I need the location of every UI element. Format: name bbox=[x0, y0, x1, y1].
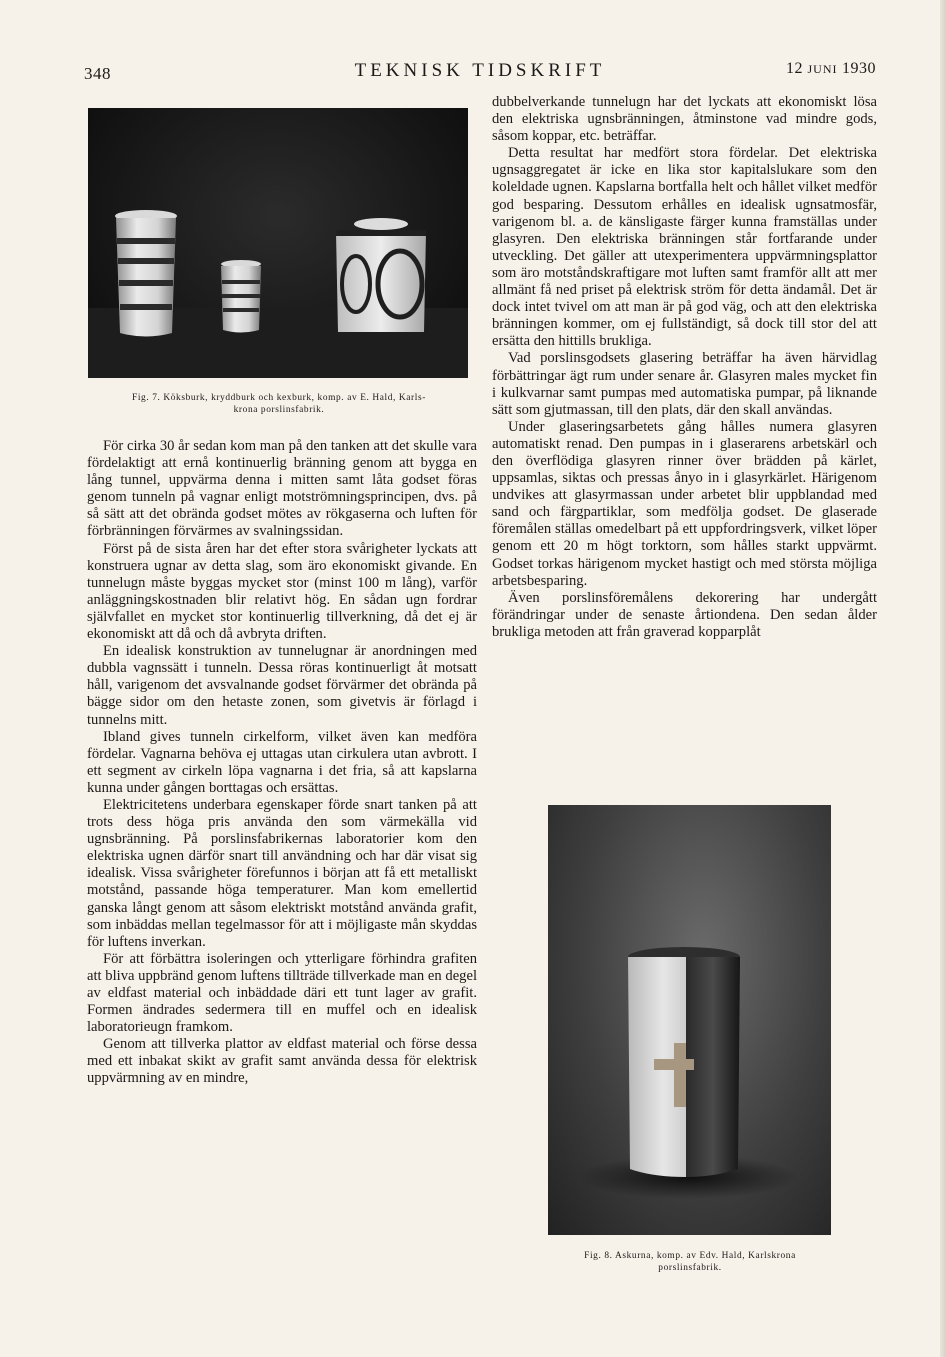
issue-year: 1930 bbox=[842, 60, 876, 77]
paragraph: Även porslinsföremålens dekorering har undergått förändringar under de senaste årtiondena. Den sedan ålder brukliga metoden att från graverad kopparplåt bbox=[492, 589, 877, 640]
figure-7-caption bbox=[88, 392, 470, 416]
paragraph: En idealisk konstruktion av tunnelugnar är anordningen med dubbla vagnssätt i tunneln. Dessa röras kontinuerligt åt motsatt håll, varigenom det avsvalnande godset förvärmer det obrända på bägge sidor om den hetaste zonen, som givetvis är förlagd i tunnelns mitt. bbox=[87, 643, 477, 728]
left-text-column bbox=[87, 438, 477, 1088]
paragraph: Detta resultat har medfört stora fördelar. Det elektriska ugnsaggregatet är icke en lika stor kapitalslukare som den koleldade ugnen. Kapslarna bortfalla helt och hållet vilket medför god besparing. Dessutom erhålles en idealisk ugnsatmosfär, varigenom bl. a. de känsligaste färger kunna framställas under glasyren. Den elektriska bränningen står fortfarande under utveckling. Det gäller att utexperimentera uppvärmningsplattor som äro motståndskraftigare mot luften samt framför allt att mer allmänt få ned priset på elektrisk ström för detta ändamål. Det är dock intet tvivel om att man är på god väg, och att den elektriska bränningen kommer, om ej fullständigt, så dock till stor del att ersätta den hittills brukliga. bbox=[492, 145, 877, 350]
figure-7-caption-line-2: krona porslinsfabrik. bbox=[233, 405, 325, 415]
journal-title: TEKNISK TIDSKRIFT bbox=[354, 60, 606, 81]
paragraph: Ibland gives tunneln cirkelform, vilket även kan medföra fördelar. Vagnarna behöva ej uttagas utan cirkulera utan avbrott. I ett segment av cirkeln löpa vagnarna i det fria, så att kapslarna kunna under gången borttagas och ersättas. bbox=[87, 728, 477, 796]
paragraph: Först på de sista åren har det efter stora svårigheter lyckats att konstruera ugnar av detta slag, som äro ekonomiskt givande. En tunnelugn måste byggas mycket stor (minst 100 m lång), varför anläggningskostnaden blir relativt hög. En sådan ugn fordrar självfallet en mycket stor kontinuerlig tillverkning, då det ej är ekonomiskt att då och då avbryta driften. bbox=[87, 540, 477, 643]
paragraph: Under glaseringsarbetets gång hålles numera glasyren automatiskt renad. Den pumpas in i glaserarens arbetskärl och den överflödiga glasyren rinner över brädden på kärlet, uppsamlas, siktas och pressas ånyo in i glasyrkärlet. Härigenom undvikes att glasyrmassan under arbetet blir uppblandad med sand och färgpartiklar, som medfölja godset. De glaserade föremålen ställas omedelbart på ett uppfordringsverk, vilket löper genom ett 20 m högt torktorn, som hålles starkt uppvärmt. Godset torkas härigenom mycket hastigt och med största möjliga arbetsbesparing. bbox=[492, 418, 877, 589]
paragraph: Genom att tillverka plattor av eldfast material och förse dessa med ett inbakat skikt av grafit samt använda dessa för elektrisk uppvärmning av en mindre, bbox=[87, 1036, 477, 1087]
issue-month: JUNI bbox=[807, 62, 838, 76]
kitchen-jars-illustration bbox=[88, 108, 468, 378]
right-text-column bbox=[492, 94, 877, 641]
page-number: 348 bbox=[84, 64, 111, 83]
paragraph: Elektricitetens underbara egenskaper förde snart tanken på att trots dess höga pris använda den som värmekälla vid ugnsbränning. På porslinsfabrikernas laboratorier kom den elektriska ugnen därför snart till användning och har där visat sig idealisk. Vissa svårigheter förefunnos i början att få ett metalliskt motstånd, passande höga temperaturer. Man kom emellertid ganska långt genom att såsom elektriskt motstånd använda grafit, som inbäddas mellan tegelmassor för att i möjligaste mån skyddas för luftens inverkan. bbox=[87, 796, 477, 950]
biscuit-box bbox=[336, 218, 426, 332]
figure-7-photo bbox=[88, 108, 468, 378]
paragraph: För att förbättra isoleringen och ytterligare förhindra grafiten att bliva uppbränd genom luftens tillträde tillverkade man en degel av eldfast material och inbäddade däri ett tunt lager av grafit. Formen ändrades sedermera till en muffel och en idealisk laboratorieugn framkom. bbox=[87, 950, 477, 1036]
paragraph: För cirka 30 år sedan kom man på den tanken att det skulle vara fördelaktigt att ernå kontinuerlig bränning genom att bygga en lång tunnel, uppvärma denna i mitten samt låta godset föras genom tunneln på vagnar enligt motströmningsprincipen, dvs. på så sätt att det obrända godset mötes av rökgaserna och luften för förbränningen förvärmes av svalningssidan. bbox=[87, 438, 477, 540]
figure-8-caption-line-2: porslinsfabrik. bbox=[658, 1263, 722, 1273]
paragraph: dubbelverkande tunnelugn har det lyckats att ekonomiskt lösa den elektriska ugnsbränningen, åtminstone vad mindre gods, såsom koppar, etc. beträffar. bbox=[492, 94, 877, 145]
figure-8-caption bbox=[540, 1250, 840, 1274]
figure-8-photo bbox=[548, 805, 831, 1235]
running-header bbox=[84, 58, 876, 88]
figure-7-caption-line-1: Fig. 7. Köksburk, kryddburk och kexburk, komp. av E. Hald, Karls- bbox=[132, 393, 426, 403]
large-jar bbox=[115, 210, 177, 337]
ash-urn-illustration bbox=[548, 805, 831, 1235]
page-edge bbox=[940, 0, 946, 1357]
spice-jar bbox=[221, 260, 261, 333]
issue-day: 12 bbox=[786, 60, 803, 77]
paragraph: Vad porslinsgodsets glasering beträffar ha även härvidlag förbättringar ägt rum under senare år. Glasyren males mycket fin i kulkvarnar samt pumpas med automatiska pumpar, på liknande sätt som gjutmassan, till den plats, där den skall användas. bbox=[492, 350, 877, 418]
issue-date bbox=[786, 60, 876, 78]
figure-8-caption-line-1: Fig. 8. Askurna, komp. av Edv. Hald, Karlskrona bbox=[584, 1251, 796, 1261]
